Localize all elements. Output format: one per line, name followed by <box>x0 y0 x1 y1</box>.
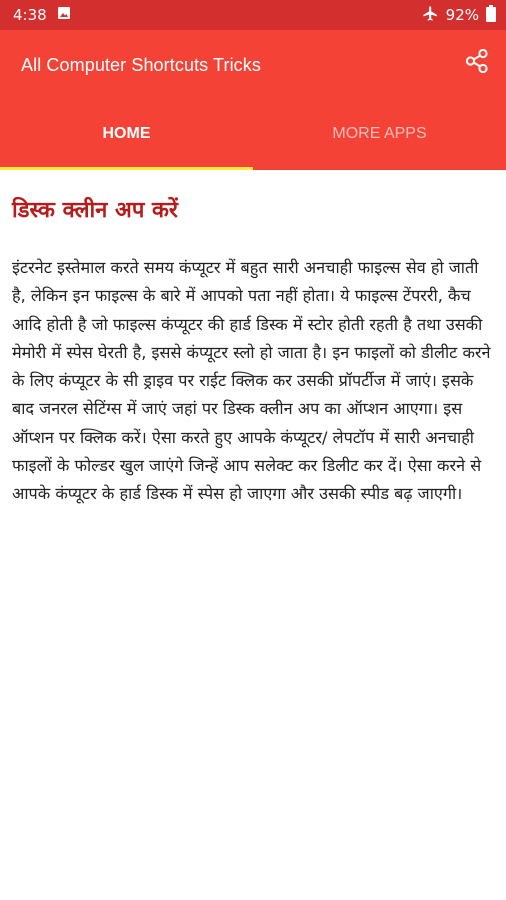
tab-more-apps[interactable] <box>253 104 506 170</box>
share-button[interactable] <box>462 48 492 78</box>
image-icon <box>57 6 71 24</box>
battery-percent: 92% <box>445 6 479 24</box>
article-heading: डिस्क क्लीन अप करें <box>12 198 178 223</box>
article-body: इंटरनेट इस्तेमाल करते समय कंप्यूटर में बहुत सारी अनचाही फाइल्स सेव हो जाती है, लेकिन इन फाइल्स के बारे में आपको पता नहीं होता। ये फाइल्स टेंपररी, कैच आदि होती है जो फाइल्स कंप्यूटर की हार्ड डिस्क में स्टोर होती रहती है तथा उसकी मेमोरी में स्पेस घेरती है, इससे कंप्यूटर स्लो हो जाता है। इन फाइलों को डीलीट करने के लिए कंप्यूटर के सी ड्राइव पर राईट क्लिक कर उसकी प्रॉपर्टीज में जाएं। इसके बाद जनरल सेटिंग्स में जाएं जहां पर डिस्क क्लीन अप का ऑप्शन आएगा। इस ऑप्शन पर क्लिक करें। ऐसा करते हुए आपके कंप्यूटर/ लेपटॉप में सारी अनचाही फाइलों के फोल्डर खुल जाएंगे जिन्हें आप सलेक्ट कर डिलीट कर दें। ऐसा करने से आपके कंप्यूटर के हार्ड डिस्क में स्पेस हो जाएगा और उसकी स्पीड बढ़ जाएगी। <box>12 258 491 504</box>
share-icon <box>463 47 491 79</box>
app-bar <box>0 30 506 104</box>
tab-more-apps-label: MORE APPS <box>332 125 427 142</box>
battery-icon <box>486 5 496 26</box>
airplane-icon <box>422 5 439 26</box>
article-content <box>0 170 506 509</box>
app-title: All Computer Shortcuts Tricks <box>21 55 261 75</box>
tab-home[interactable] <box>0 104 253 170</box>
tab-bar <box>0 104 506 170</box>
status-time: 4:38 <box>13 6 47 24</box>
tab-home-label: HOME <box>102 125 151 142</box>
status-bar <box>0 0 506 30</box>
